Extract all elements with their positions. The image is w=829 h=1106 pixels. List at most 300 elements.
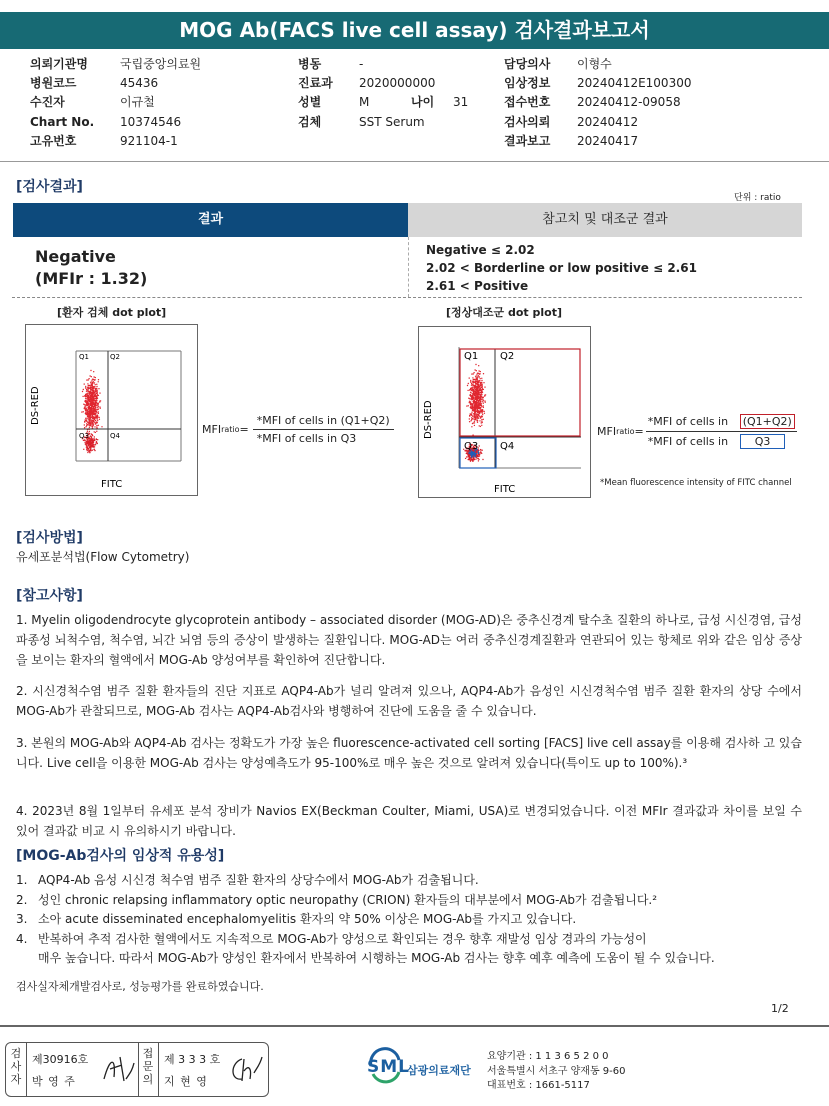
address: 서울특별시 서초구 양재동 9-60 [487,1065,626,1077]
plot-dot [479,425,480,426]
plot-dot [475,379,476,380]
plot-dot [484,395,485,396]
q1-label: Q1 [79,353,89,361]
plot-dot [472,399,473,400]
notes-title: [참고사항] [16,588,83,604]
plot-dot [85,398,86,399]
plot-dot [88,414,89,415]
validation-note: 검사실자체개발검사로, 성능평가를 완료하였습니다. [16,980,264,993]
plot-dot [91,388,92,389]
plot-dot [478,393,479,394]
list-item [16,910,715,930]
plot-dot [469,418,470,419]
plot-dot [475,456,476,457]
plot-dot [472,377,473,378]
plot-dot [476,415,477,416]
plot-dot [89,418,90,419]
value: 이형수 [577,57,612,71]
plot-dot [483,373,484,374]
ratio-sub: ratio [221,425,240,434]
plot-dot [97,418,98,419]
plot-dot [474,394,475,395]
plot-dot [92,385,93,386]
plot-dot [86,423,87,424]
plot-dot [478,411,479,412]
plot-dot [475,376,476,377]
item-number [16,949,38,969]
plot-dot [93,420,94,421]
plot-dot [82,391,83,392]
footer-divider [0,1025,829,1027]
dashed-divider [12,297,802,298]
plot-dot [483,419,484,420]
mfi-label: MFI [202,423,222,436]
plot-dot [88,391,89,392]
plot-dot [86,449,87,450]
note-paragraph: 4. 2023년 8월 1일부터 유세포 분석 장비가 Navios EX(Beckman Coulter, Miami, USA)로 변경되었습니다. 이전 MFIr 결과값과 차이를 보일 수 있어 결과값 비교 시 유의하시기 바랍니다. [16,804,802,838]
plot-dot [96,427,97,428]
plot-dot [470,401,471,402]
plot-dot [483,407,484,408]
note-paragraph: 2. 시신경척수염 범주 질환 환자들의 진단 지표로 AQP4-Ab가 널리 알려져 있으나, AQP4-Ab가 음성인 시신경척수염 범주 질환 환자의 상당 수에서 MOG-Ab가 관찰되므로, MOG-Ab 검사는 AQP4-Ab검사와 병행하여 진단에 도움을 줄 수 있습니다. [16,684,802,718]
plot-dot [95,389,96,390]
plot-dot [93,379,94,380]
formula-numerator: *MFI of cells in [647,415,729,428]
q3-box: Q3 [740,434,786,449]
plot-dot [86,390,87,391]
plot-dot [471,403,472,404]
provider-number: 요양기관 : 1 1 3 6 5 2 0 0 [487,1051,609,1062]
plot-dot [98,379,99,380]
label: 성별 [298,95,322,110]
plot-dot [471,373,472,374]
plot-dot [475,401,476,402]
plot-dot [84,427,85,428]
value: 921104-1 [120,133,178,148]
x-axis-label: FITC [101,479,123,490]
plot-dot [475,385,476,386]
ref-negative: Negative ≤ 2.02 [426,243,535,257]
plot-dot [90,396,91,397]
result-header: 결과 [13,203,408,237]
plot-dot [470,420,471,421]
plot-dot [98,403,99,404]
equals: = [634,425,644,438]
plot-dot [469,415,470,416]
item-text: AQP4-Ab 음성 시신경 척수염 범주 질환 환자의 상당수에서 MOG-Ab가 검출됩니다. [38,873,479,887]
plot-dot [475,414,476,415]
plot-dot [87,401,88,402]
label: 의뢰기관명 [30,57,88,71]
plot-dot [471,383,472,384]
plot-dot [84,408,85,409]
plot-dot [471,384,472,385]
plot-dot [90,401,91,402]
plot-dot [95,384,96,385]
plot-dot [95,396,96,397]
plot-dot [98,411,99,412]
signer1-name: 박 영 주 [32,1075,76,1088]
mfi-label: MFI [597,425,617,438]
plot-dot [473,459,474,460]
plot-dot [481,422,482,423]
plot-dot [471,417,472,418]
plot-dot [467,456,468,457]
plot-dot [93,376,94,377]
plot-dot [84,401,85,402]
plot-dot [91,423,92,424]
plot-dot [478,370,479,371]
plot-dot [479,445,480,446]
plot-dot [481,378,482,379]
plot-dot [86,408,87,409]
plot-dot [89,439,90,440]
plot-dot [89,438,90,439]
plot-dot [467,385,468,386]
plot-dot [471,397,472,398]
plot-dot [470,381,471,382]
plot-dot [482,412,483,413]
plot-dot [93,371,94,372]
plot-dot [88,397,89,398]
plot-dot [472,387,473,388]
plot-dot [481,421,482,422]
plot-dot [477,420,478,421]
q3-label: Q3 [79,432,89,440]
plot-dot [97,407,98,408]
plot-dot [478,396,479,397]
plot-dot [84,383,85,384]
patient-dot-plot-svg [26,325,197,495]
plot-dot [470,459,471,460]
plot-dot [91,433,92,434]
plot-dot [471,426,472,427]
plot-dot [478,380,479,381]
plot-dot [467,390,468,391]
plot-dot [480,449,481,450]
plot-dot [477,458,478,459]
plot-dot [481,419,482,420]
plot-dot [483,397,484,398]
plot-dot [88,378,89,379]
plot-dot [475,386,476,387]
plot-dot [93,424,94,425]
plot-dot [88,418,89,419]
signer1-label: 검사자 [10,1047,22,1086]
value: 20240412E100300 [577,76,692,91]
signature-stamp [5,1042,269,1097]
reference-header: 참고치 및 대조군 결과 [408,203,802,237]
plot-dot [93,390,94,391]
plot-dot [475,393,476,394]
plot-dot [87,385,88,386]
plot-dot [89,400,90,401]
plot-dot [95,412,96,413]
plot-dot [90,385,91,386]
plot-dot [85,413,86,414]
plot-dot [473,456,474,457]
plot-dot [95,407,96,408]
plot-dot [472,395,473,396]
plot-dot [90,410,91,411]
plot-dot [88,409,89,410]
plot-dot [99,419,100,420]
plot-dot [466,453,467,454]
plot-dot [474,406,475,407]
plot-dot [476,417,477,418]
plot-dot [472,461,473,462]
label: 검체 [298,114,322,129]
plot-dot [93,398,94,399]
plot-dot [86,403,87,404]
plot-dot [482,414,483,415]
plot-dot [476,381,477,382]
plot-dot [87,389,88,390]
plot-dot [90,425,91,426]
list-item [16,891,715,911]
plot-dot [94,450,95,451]
plot-dot [472,423,473,424]
plot-dot [477,388,478,389]
q1q2-box: (Q1+Q2) [740,414,795,429]
control-dot-plot [418,326,591,498]
plot-dot [89,433,90,434]
plot-dot [94,395,95,396]
plot-dot [86,440,87,441]
plot-dot [474,400,475,401]
value: 10374546 [120,114,182,129]
plot-dot [97,443,98,444]
plot-dot [95,432,96,433]
signature-2 [228,1053,264,1087]
plot-dot [477,455,478,456]
plot-dot [478,453,479,454]
plot-dot [99,392,100,393]
plot-dot [93,402,94,403]
age-value: 31 [453,95,469,110]
label: 임상정보 [504,76,551,91]
item-number: 4. [16,931,28,946]
plot-dot [92,406,93,407]
control-dot-plot-svg [419,327,590,497]
plot-dot [94,440,95,441]
plot-dot [98,413,99,414]
label: 수진자 [30,95,65,110]
plot-dot [93,386,94,387]
plot-dot [92,426,93,427]
plot-dot [471,415,472,416]
dot-cloud [81,370,103,454]
plot-dot [482,450,483,451]
info-col-2 [298,55,468,132]
plot-dot [100,408,101,409]
logo-text: SML [367,1057,410,1077]
ratio-sub: ratio [616,427,635,436]
result-text: Negative [35,247,116,266]
plot-dot [93,446,94,447]
plot-dot [97,414,98,415]
plot-dot [88,419,89,420]
value: 2020000000 [359,76,436,91]
plot-dot [90,420,91,421]
note-paragraph: 1. Myelin oligodendrocyte glycoprotein antibody – associated disorder (MOG-AD)은 중추신경계 탈수초 질환의 하나로, 급성 시신경염, 급성파종성 뇌척수염, 척수염, 뇌간 뇌염 등의 증상이 발생하는 질환입니다. MOG-AD는 여러 중추신경계질환과 연관되어 있는 항체로 위와 같은 임상 증상을 보이는 환자의 혈액에서 MOG-Ab 양성여부를 확인하여 진단합니다. [16,613,802,667]
plot-dot [473,413,474,414]
plot-dot [87,404,88,405]
item-number: 1. [16,873,28,887]
plot-dot [91,438,92,439]
plot-dot [93,411,94,412]
plot-dot [86,389,87,390]
info-col-1 [30,55,201,151]
plot-dot [96,421,97,422]
plot-dot [96,442,97,443]
plot-dot [479,387,480,388]
plot-dot [92,421,93,422]
plot-dot [94,426,95,427]
plot-dot [86,414,87,415]
plot-dot [484,413,485,414]
plot-dot [86,418,87,419]
plot-dot [470,405,471,406]
plot-dot [92,418,93,419]
plot-dot [468,453,469,454]
plot-dot [483,405,484,406]
plot-dot [480,403,481,404]
plot-dot [91,395,92,396]
plot-dot [480,452,481,453]
usefulness-title: [MOG-Ab검사의 임상적 유용성] [16,848,225,864]
plot-dot [471,399,472,400]
plot-dot [83,404,84,405]
plot-dot [88,422,89,423]
plot-dot [98,388,99,389]
plot-dot [85,386,86,387]
plot-dot [91,392,92,393]
plot-dot [94,436,95,437]
label: 접수번호 [504,95,551,110]
unit-label: 단위 : ratio [734,193,781,203]
plot-dot [477,379,478,380]
plot-dot [472,401,473,402]
q4-label: Q4 [110,432,120,440]
plot-dot [85,406,86,407]
plot-dot [87,452,88,453]
plot-dot [481,387,482,388]
report-title: MOG Ab(FACS live cell assay) 검사결과보고서 [0,12,829,49]
plot-dot [468,455,469,456]
plot-dot [89,443,90,444]
plot-dot [475,364,476,365]
plot-dot [465,458,466,459]
plot-dot [86,400,87,401]
plot-dot [97,398,98,399]
plot-dot [96,390,97,391]
plot-dot [83,389,84,390]
control-formula [597,414,797,449]
plot-dot [90,436,91,437]
plot-dot [89,375,90,376]
plot-dot [90,370,91,371]
plot-dot [94,418,95,419]
plot-dot [479,390,480,391]
plot-dot [469,421,470,422]
label: 진료과 [298,76,333,91]
label: 고유번호 [30,133,77,148]
plot-dot [90,382,91,383]
plot-dot [89,385,90,386]
plot-dot [481,415,482,416]
signature-1 [100,1053,138,1087]
plot-dot [478,459,479,460]
signer2-label: 접문의 [142,1047,154,1086]
formula-numerator: *MFI of cells in (Q1+Q2) [253,414,394,430]
patient-plot-label: [환자 검체 dot plot] [57,306,167,319]
q2-label: Q2 [500,351,515,362]
plot-dot [476,377,477,378]
value: 20240417 [577,133,639,148]
plot-dot [94,421,95,422]
plot-dot [90,407,91,408]
plot-dot [87,443,88,444]
plot-dot [93,425,94,426]
plot-dot [479,420,480,421]
usefulness-list [16,871,715,969]
plot-dot [479,389,480,390]
plot-dot [479,399,480,400]
list-item [16,871,715,891]
plot-dot [90,399,91,400]
plot-dot [87,407,88,408]
item-text: 소아 acute disseminated encephalomyelitis 환자의 약 50% 이상은 MOG-Ab를 가지고 있습니다. [38,912,577,926]
plot-dot [480,395,481,396]
value: - [359,57,364,71]
plot-dot [479,376,480,377]
plot-dot [484,386,485,387]
plot-dot [98,381,99,382]
plot-dot [474,425,475,426]
plot-dot [474,421,475,422]
item-number: 3. [16,912,28,926]
label: 병동 [298,57,322,71]
plot-dot [477,394,478,395]
plot-dot [82,396,83,397]
label: 담당의사 [504,57,551,71]
plot-dot [87,412,88,413]
plot-dot [97,409,98,410]
plot-dot [96,417,97,418]
plot-dot [480,397,481,398]
plot-dot [475,390,476,391]
plot-dot [476,370,477,371]
plot-dot [466,405,467,406]
plot-dot [476,375,477,376]
plot-dot [87,450,88,451]
label: 병원코드 [30,76,77,91]
plot-dot [89,447,90,448]
plot-dot [89,427,90,428]
plot-dot [477,397,478,398]
page-number: 1/2 [771,1002,789,1015]
plot-dot [97,439,98,440]
equals: = [239,423,249,436]
value: 20240412 [577,114,639,129]
item-text: 매우 높습니다. 따라서 MOG-Ab가 양성인 환자에서 반복하여 시행하는 MOG-Ab 검사는 향후 예후 예측에 도움이 될 수 있습니다. [38,951,715,965]
control-plot-label: [정상대조군 dot plot] [446,306,562,319]
plot-dot [475,455,476,456]
result-section-title: [검사결과] [16,179,83,195]
plot-dot [95,398,96,399]
plot-dot [87,410,88,411]
